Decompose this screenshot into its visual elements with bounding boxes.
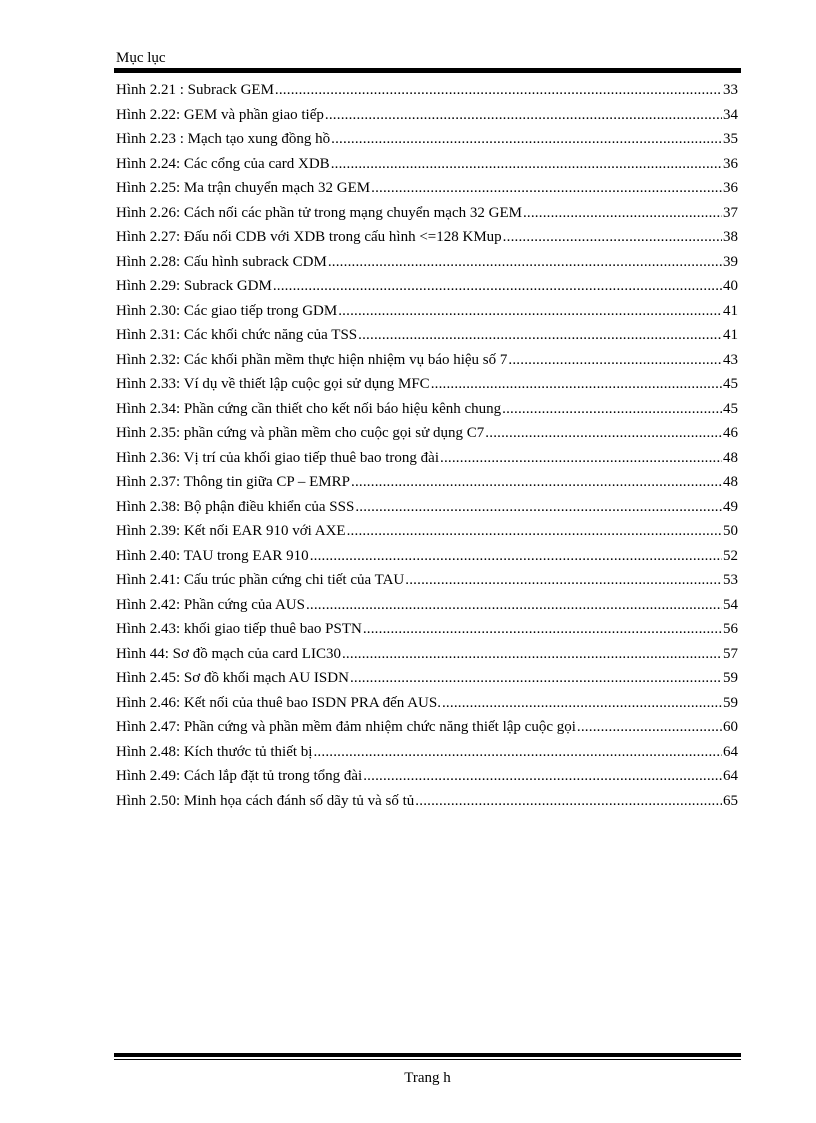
toc-dot-leader: [523, 201, 722, 225]
toc-entry[interactable]: [116, 470, 738, 495]
toc-dot-leader: [358, 323, 722, 347]
toc-dot-leader: [331, 152, 722, 176]
toc-dot-leader: [405, 568, 722, 592]
toc-entry-page-number: 41: [723, 302, 738, 319]
toc-entry-label: Hình 2.49: Cách lắp đặt tủ trong tổng đài: [116, 768, 363, 784]
toc-dot-leader: [347, 519, 722, 543]
toc-entry-label: Hình 2.41: Cấu trúc phần cứng chi tiết của TAU: [116, 572, 405, 588]
toc-entry-label: Hình 2.27: Đấu nối CDB với XDB trong cấu hình <=128 KMup: [116, 229, 502, 245]
toc-entry-label: Hình 2.29: Subrack GDM: [116, 278, 272, 294]
toc-entry-label: Hình 2.48: Kích thước tủ thiết bị: [116, 743, 313, 760]
toc-entry[interactable]: [116, 372, 738, 397]
toc-entry-page-number: 36: [723, 180, 738, 196]
toc-entry-page-number: 40: [723, 278, 738, 294]
toc-entry-label: Hình 2.33: Ví dụ về thiết lập cuộc gọi sử dụng MFC: [116, 376, 430, 392]
toc-dot-leader: [485, 421, 722, 445]
toc-entry-page-number: 57: [723, 645, 738, 662]
toc-dot-leader: [503, 225, 722, 249]
toc-dot-leader: [415, 789, 722, 813]
toc-entry-label: Hình 2.26: Cách nối các phần tử trong mạng chuyển mạch 32 GEM: [116, 204, 522, 221]
toc-dot-leader: [328, 250, 722, 274]
toc-entry-label: Hình 2.31: Các khối chức năng của TSS: [116, 327, 358, 343]
toc-entry-page-number: 49: [723, 498, 738, 515]
table-of-figures: [116, 78, 738, 813]
toc-dot-leader: [442, 691, 722, 715]
toc-entry-page-number: 43: [723, 351, 738, 368]
toc-entry-label: Hình 2.22: GEM và phần giao tiếp: [116, 106, 324, 123]
toc-entry-page-number: 50: [723, 523, 738, 539]
toc-entry-page-number: 48: [723, 474, 738, 490]
toc-dot-leader: [440, 446, 722, 470]
toc-entry-label: Hình 2.37: Thông tin giữa CP – EMRP: [116, 474, 350, 490]
page-number: Trang h: [404, 1070, 451, 1086]
toc-entry-label: Hình 2.30: Các giao tiếp trong GDM: [116, 302, 338, 319]
toc-dot-leader: [338, 299, 722, 323]
toc-dot-leader: [508, 348, 722, 372]
toc-entry-page-number: 48: [723, 449, 738, 466]
toc-entry[interactable]: [116, 617, 738, 642]
toc-dot-leader: [431, 372, 722, 396]
toc-entry-page-number: 52: [723, 547, 738, 564]
toc-entry[interactable]: [116, 446, 738, 471]
toc-entry-page-number: 33: [723, 82, 738, 98]
toc-entry-label: Hình 2.45: Sơ đồ khối mạch AU ISDN: [116, 670, 349, 686]
toc-dot-leader: [355, 495, 722, 519]
toc-entry[interactable]: [116, 274, 738, 299]
toc-entry[interactable]: [116, 568, 738, 593]
toc-entry-label: Hình 2.25: Ma trận chuyển mạch 32 GEM: [116, 180, 371, 196]
toc-entry-page-number: 45: [723, 376, 738, 392]
toc-entry[interactable]: [116, 103, 738, 128]
toc-dot-leader: [371, 176, 722, 200]
toc-entry[interactable]: [116, 201, 738, 226]
toc-entry-page-number: 46: [723, 425, 738, 441]
toc-entry[interactable]: [116, 421, 738, 446]
toc-dot-leader: [273, 274, 722, 298]
toc-entry-label: Hình 2.40: TAU trong EAR 910: [116, 547, 309, 564]
toc-dot-leader: [325, 103, 722, 127]
toc-entry-label: Hình 2.46: Kết nối của thuê bao ISDN PRA đến AUS.: [116, 694, 441, 711]
toc-entry[interactable]: [116, 715, 738, 740]
toc-entry-label: Hình 2.34: Phần cứng cần thiết cho kết nối báo hiệu kênh chung: [116, 400, 502, 417]
toc-entry[interactable]: [116, 299, 738, 324]
toc-entry-label: Hình 2.36: Vị trí của khối giao tiếp thuê bao trong đài: [116, 449, 439, 466]
toc-entry-page-number: 36: [723, 155, 738, 172]
toc-entry[interactable]: [116, 593, 738, 618]
toc-dot-leader: [306, 593, 722, 617]
toc-entry[interactable]: [116, 495, 738, 520]
toc-entry[interactable]: [116, 323, 738, 348]
toc-entry-label: Hình 2.21 : Subrack GEM: [116, 82, 274, 98]
toc-entry-label: Hình 2.28: Cấu hình subrack CDM: [116, 253, 327, 270]
footer-rule-thick: [114, 1053, 741, 1057]
toc-entry-page-number: 59: [723, 694, 738, 711]
toc-entry-page-number: 35: [723, 131, 738, 147]
toc-entry[interactable]: [116, 250, 738, 275]
toc-entry-page-number: 56: [723, 621, 738, 637]
toc-dot-leader: [275, 78, 722, 102]
toc-entry[interactable]: [116, 764, 738, 789]
toc-dot-leader: [331, 127, 722, 151]
toc-entry[interactable]: [116, 544, 738, 569]
header-rule: [114, 68, 741, 73]
toc-entry[interactable]: [116, 152, 738, 177]
toc-entry-page-number: 53: [723, 572, 738, 588]
toc-entry-label: Hình 2.38: Bộ phận điều khiển của SSS: [116, 498, 355, 515]
toc-entry[interactable]: [116, 519, 738, 544]
toc-entry[interactable]: [116, 348, 738, 373]
toc-entry[interactable]: [116, 789, 738, 814]
toc-entry-page-number: 60: [723, 719, 738, 735]
toc-dot-leader: [350, 666, 722, 690]
toc-dot-leader: [310, 544, 722, 568]
toc-entry-label: Hình 2.43: khối giao tiếp thuê bao PSTN: [116, 621, 362, 637]
toc-entry-page-number: 37: [723, 204, 738, 221]
toc-entry[interactable]: [116, 397, 738, 422]
toc-entry-label: Hình 2.24: Các cổng của card XDB: [116, 155, 330, 172]
toc-entry[interactable]: [116, 78, 738, 103]
toc-entry-label: Hình 2.32: Các khối phần mềm thực hiện nhiệm vụ báo hiệu số 7: [116, 351, 508, 368]
toc-entry[interactable]: [116, 642, 738, 667]
toc-entry[interactable]: [116, 176, 738, 201]
toc-entry-page-number: 54: [723, 596, 738, 613]
toc-dot-leader: [351, 470, 722, 494]
toc-dot-leader: [577, 715, 722, 739]
toc-dot-leader: [363, 764, 722, 788]
toc-entry[interactable]: [116, 127, 738, 152]
toc-entry-label: Hình 44: Sơ đồ mạch của card LIC30: [116, 645, 341, 662]
toc-dot-leader: [363, 617, 722, 641]
toc-dot-leader: [313, 740, 722, 764]
toc-entry-page-number: 65: [723, 792, 738, 809]
footer-rule-thin: [114, 1059, 741, 1060]
toc-entry-page-number: 64: [723, 768, 738, 784]
toc-entry-page-number: 41: [723, 327, 738, 343]
toc-dot-leader: [342, 642, 722, 666]
toc-entry-label: Hình 2.39: Kết nối EAR 910 với AXE: [116, 523, 346, 539]
toc-entry-page-number: 59: [723, 670, 738, 686]
toc-entry-label: Hình 2.50: Minh họa cách đánh số dãy tủ và số tủ: [116, 792, 415, 809]
toc-entry-page-number: 39: [723, 253, 738, 270]
toc-entry[interactable]: [116, 225, 738, 250]
toc-entry-page-number: 34: [723, 106, 738, 123]
toc-dot-leader: [502, 397, 722, 421]
toc-entry-label: Hình 2.42: Phần cứng của AUS: [116, 596, 305, 613]
toc-entry[interactable]: [116, 740, 738, 765]
toc-entry[interactable]: [116, 691, 738, 716]
toc-entry-page-number: 64: [723, 743, 738, 760]
toc-entry-page-number: 45: [723, 400, 738, 417]
toc-entry-label: Hình 2.47: Phần cứng và phần mềm đảm nhiệm chức năng thiết lập cuộc gọi: [116, 719, 576, 735]
header-title: Mục lục: [116, 50, 166, 66]
toc-entry-label: Hình 2.23 : Mạch tạo xung đồng hồ: [116, 131, 331, 147]
toc-entry[interactable]: [116, 666, 738, 691]
toc-entry-label: Hình 2.35: phần cứng và phần mềm cho cuộc gọi sử dụng C7: [116, 425, 485, 441]
toc-entry-page-number: 38: [723, 229, 738, 245]
